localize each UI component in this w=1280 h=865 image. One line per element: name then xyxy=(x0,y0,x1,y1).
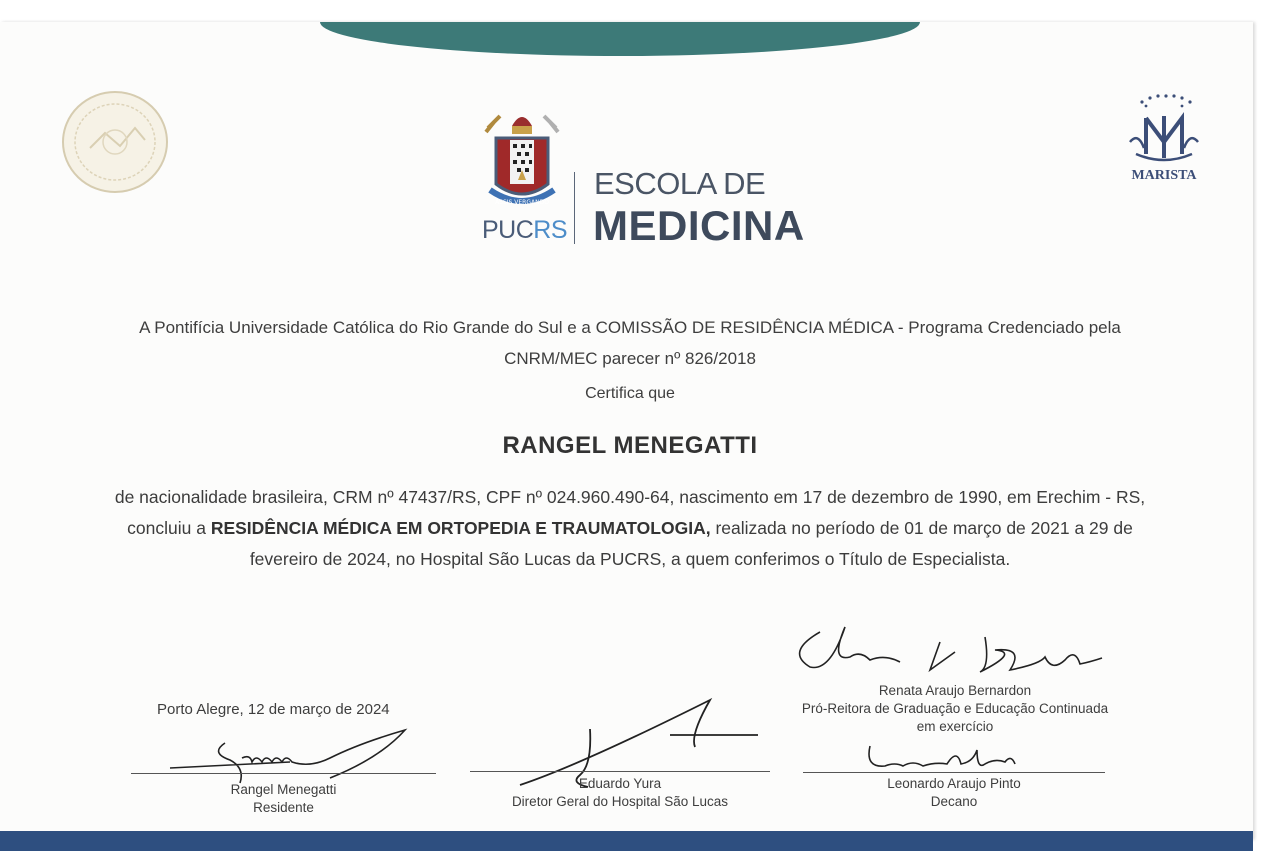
pucrs-crest-icon xyxy=(482,108,562,218)
dean-name: Leonardo Araujo Pinto xyxy=(887,776,1021,791)
pucrs-wordmark xyxy=(482,216,567,245)
residency-program: RESIDÊNCIA MÉDICA EM ORTOPEDIA E TRAUMATOLOGIA, xyxy=(210,518,711,538)
resident-signature-block xyxy=(131,781,436,817)
pro-rector-signature-block xyxy=(780,682,1130,736)
pucrs-wordmark-text: PUCRS xyxy=(482,216,568,244)
director-signature-line xyxy=(470,771,770,772)
embossed-seal-icon xyxy=(60,88,170,196)
dean-signature-block xyxy=(803,775,1105,811)
school-name-line2: MEDICINA xyxy=(593,202,805,249)
bottom-decorative-band xyxy=(0,831,1253,851)
resident-role: Residente xyxy=(253,800,314,815)
certifies-text: Certifica que xyxy=(585,385,675,402)
pro-rector-role: Pró-Reitora de Graduação e Educação Continuada xyxy=(801,701,1109,716)
dean-signature-line xyxy=(803,772,1105,773)
director-role: Diretor Geral do Hospital São Lucas xyxy=(511,794,729,809)
body-text-part1: de nacionalidade brasileira, CRM nº 47437/RS, CPF nº 024.960.490-64, nascimento em 17 de dezembro de 1990, em Erechim - RS, concluiu a xyxy=(114,487,1146,538)
body-text-part2: realizada no período de 01 de março de 2021 a 29 de fevereiro de 2024, no Hospital São Lucas da PUCRS, a quem conferimos o Título de Especialista. xyxy=(249,518,1133,569)
dean-role: Decano xyxy=(930,794,978,809)
pro-rector-signature-icon xyxy=(790,622,1110,682)
pro-rector-name: Renata Araujo Bernardon xyxy=(878,683,1032,698)
resident-signature-icon xyxy=(170,728,410,788)
place-date: Porto Alegre, 12 de março de 2024 xyxy=(157,701,390,718)
logo-divider xyxy=(574,172,575,244)
pucrs-escola-medicina-logo xyxy=(482,108,805,249)
certificate-intro: A Pontifícia Universidade Católica do Rio Grande do Sul e a COMISSÃO DE RESIDÊNCIA MÉDICA - Programa Credenciado pela CNRM/MEC parecer nº 826/2018 xyxy=(139,318,1121,368)
dean-signature-icon xyxy=(865,740,1025,774)
certificate-body xyxy=(100,482,1160,575)
pucrs-wordmark-rs: RS xyxy=(533,216,568,244)
school-name-line1: ESCOLA DE xyxy=(594,166,766,201)
crest-motto: ASSIS VERGANDO xyxy=(495,199,549,206)
resident-signature-line xyxy=(131,773,436,774)
recipient-name: RANGEL MENEGATTI xyxy=(502,432,758,459)
director-signature-block xyxy=(470,775,770,811)
resident-name: Rangel Menegatti xyxy=(230,782,337,797)
marista-label: MARISTA xyxy=(1131,168,1197,183)
pro-rector-role-note: em exercício xyxy=(916,719,994,734)
director-name: Eduardo Yura xyxy=(578,776,662,791)
